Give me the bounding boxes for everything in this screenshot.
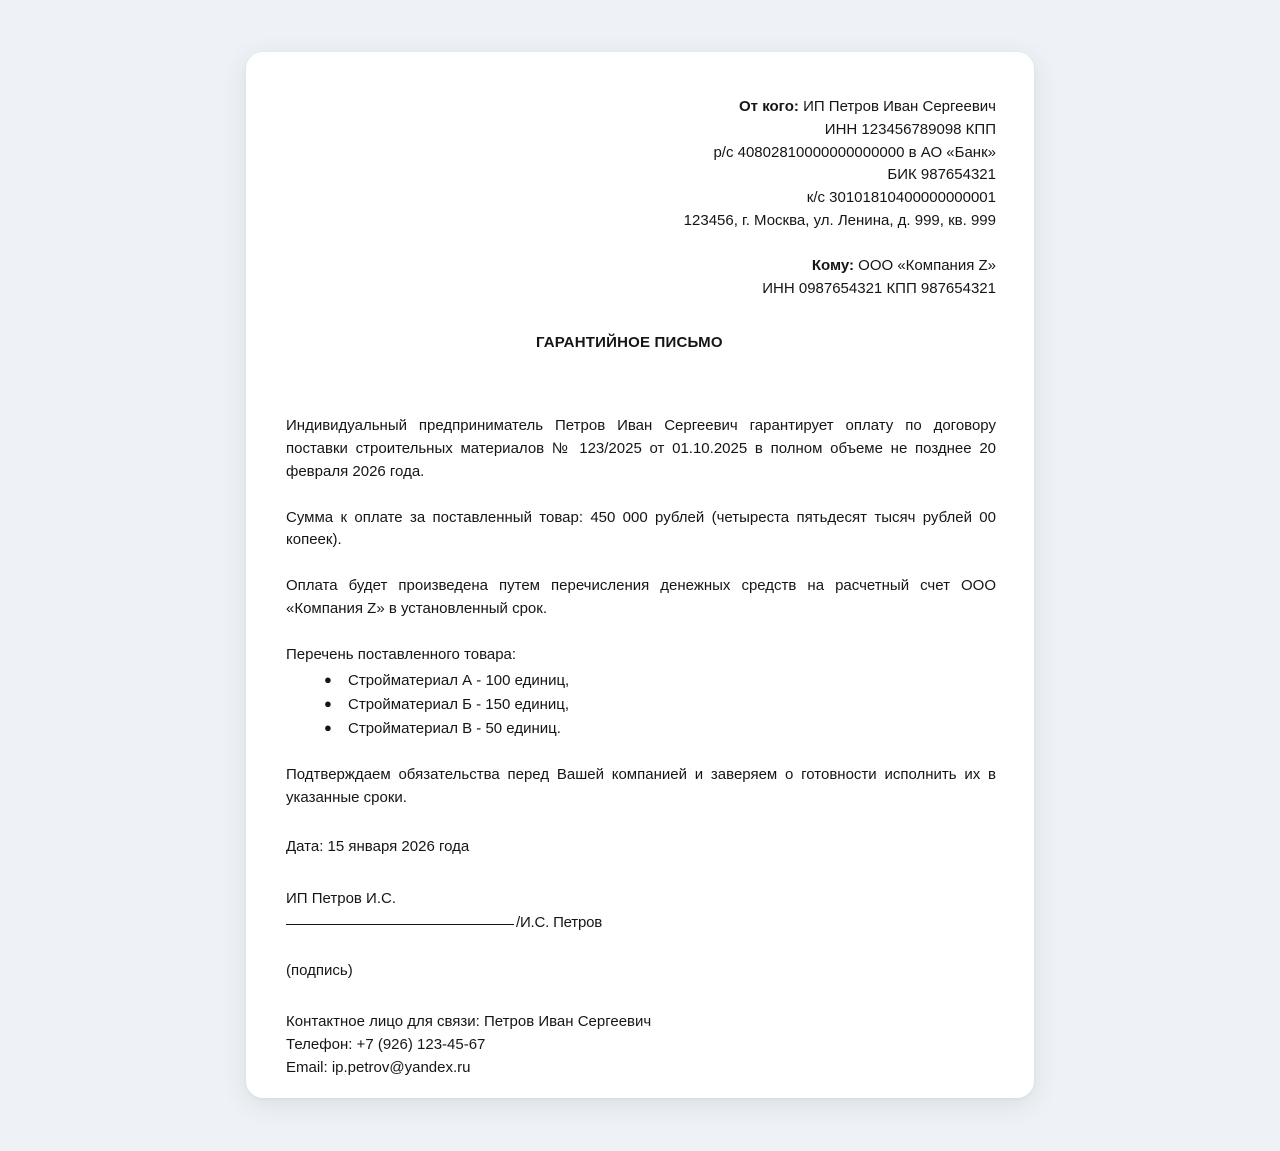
contact-person: Контактное лицо для связи: Петров Иван Сергеевич: [286, 1013, 652, 1031]
list-item: [324, 693, 996, 717]
signature-rule-name: /И.С. Петров: [516, 913, 603, 931]
recipient-name: ООО «Компания Z»: [858, 256, 996, 274]
sender-label: От кого:: [739, 98, 799, 115]
recipient-inn-kpp: ИНН 0987654321 КПП 987654321: [762, 279, 996, 297]
list-item: [324, 669, 996, 693]
contact-email: Email: ip.petrov@yandex.ru: [286, 1058, 471, 1076]
bullet-icon: ●: [324, 671, 332, 687]
document-title: ГАРАНТИЙНОЕ ПИСЬМО: [536, 334, 723, 352]
signature-date: Дата: 15 января 2026 года: [286, 838, 470, 856]
sender-block: [286, 96, 996, 233]
address-spacer: [286, 233, 996, 255]
signature-rule: [286, 924, 514, 925]
signature-line-row: [286, 912, 996, 935]
signature-caption: (подпись): [286, 962, 353, 980]
goods-item-label: Стройматериал А - 100 единиц,: [348, 671, 570, 689]
list-item: [324, 717, 996, 741]
recipient-block: [286, 255, 996, 301]
goods-item-label: Стройматериал Б - 150 единиц,: [348, 695, 570, 713]
signer-title: ИП Петров И.С.: [286, 889, 396, 907]
sender-name: ИП Петров Иван Сергеевич: [803, 98, 996, 115]
sender-settlement-account: р/с 40802810000000000000 в АО «Банк»: [713, 143, 996, 161]
contacts-block: [286, 1011, 996, 1079]
bullet-icon: ●: [324, 720, 332, 736]
contact-phone: Телефон: +7 (926) 123-45-67: [286, 1036, 486, 1054]
paragraph-amount: Сумма к оплате за поставленный товар: 450 000 рублей (четыреста пятьдесят тысяч рублей 00 копеек).: [286, 508, 996, 549]
document-card: [246, 52, 1034, 1098]
recipient-name-line: [286, 255, 996, 278]
sender-inn-kpp: ИНН 123456789098 КПП: [824, 120, 996, 138]
paragraph-payment-method: Оплата будет произведена путем перечисления денежных средств на расчетный счет ООО «Компания Z» в установленный срок.: [286, 577, 996, 617]
sender-correspondent-account: к/с 30101810400000000001: [806, 189, 996, 207]
goods-item-label: Стройматериал В - 50 единиц.: [348, 720, 561, 738]
sender-address: 123456, г. Москва, ул. Ленина, д. 999, кв. 999: [683, 211, 996, 229]
document-body: [286, 96, 996, 1080]
paragraph-guarantee: Индивидуальный предприниматель Петров Иван Сергеевич гарантирует оплату по договору поставки строительных материалов № 123/2025 от 01.10.2025 в полном объеме не позднее 20 февраля 2026 года.: [286, 417, 996, 480]
bullet-icon: ●: [324, 695, 332, 711]
goods-list-intro: Перечень поставленного товара:: [286, 645, 517, 663]
sender-name-line: [286, 96, 996, 119]
sender-bik: БИК 987654321: [887, 166, 996, 184]
paragraph-closing: Подтверждаем обязательства перед Вашей компанией и заверяем о готовности исполнить их в указанные сроки.: [286, 766, 996, 807]
recipient-label: Кому:: [811, 256, 854, 274]
goods-list: [286, 669, 996, 742]
